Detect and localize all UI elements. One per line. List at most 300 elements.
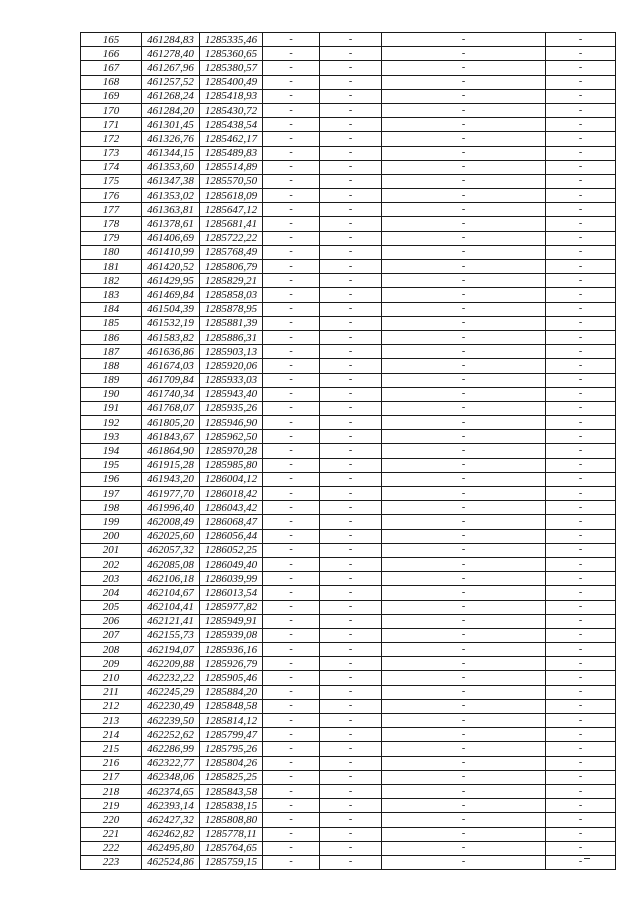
x-coordinate-cell: 462245,29 (142, 685, 200, 699)
empty-value-cell: - (320, 89, 382, 103)
y-coordinate-cell: 1285618,09 (200, 189, 263, 203)
empty-value-cell: - (263, 827, 320, 841)
table-row (81, 345, 616, 359)
x-coordinate-cell: 461583,82 (142, 330, 200, 344)
empty-value-cell: - (382, 657, 546, 671)
empty-value-cell: - (320, 728, 382, 742)
x-coordinate-cell: 461469,84 (142, 288, 200, 302)
empty-value-cell: - (320, 387, 382, 401)
table-row (81, 260, 616, 274)
empty-value-cell: - (546, 316, 616, 330)
y-coordinate-cell: 1285418,93 (200, 89, 263, 103)
y-coordinate-cell: 1285795,26 (200, 742, 263, 756)
point-number-cell: 216 (81, 756, 142, 770)
empty-value-cell: - (263, 274, 320, 288)
empty-value-cell: - (382, 288, 546, 302)
empty-value-cell: - (546, 628, 616, 642)
table-row (81, 515, 616, 529)
empty-value-cell: - (546, 543, 616, 557)
empty-value-cell: - (263, 288, 320, 302)
empty-value-cell: - (546, 416, 616, 430)
y-coordinate-cell: 1285778,11 (200, 827, 263, 841)
empty-value-cell: - (320, 174, 382, 188)
empty-value-cell: - (382, 146, 546, 160)
empty-value-cell: - (263, 359, 320, 373)
x-coordinate-cell: 462104,41 (142, 600, 200, 614)
table-row (81, 203, 616, 217)
point-number-cell: 212 (81, 699, 142, 713)
empty-value-cell: - (382, 160, 546, 174)
table-row (81, 330, 616, 344)
empty-value-cell: - (320, 245, 382, 259)
table-row (81, 118, 616, 132)
x-coordinate-cell: 461996,40 (142, 501, 200, 515)
empty-value-cell: - (263, 784, 320, 798)
empty-value-cell: - (382, 728, 546, 742)
empty-value-cell: - (382, 103, 546, 117)
x-coordinate-cell: 461977,70 (142, 487, 200, 501)
empty-value-cell: - (320, 316, 382, 330)
coordinates-table-body (81, 33, 616, 870)
y-coordinate-cell: 1285858,03 (200, 288, 263, 302)
empty-value-cell: - (546, 345, 616, 359)
y-coordinate-cell: 1285838,15 (200, 799, 263, 813)
empty-value-cell: - (320, 359, 382, 373)
y-coordinate-cell: 1285489,83 (200, 146, 263, 160)
empty-value-cell: - (546, 813, 616, 827)
table-row (81, 373, 616, 387)
table-row (81, 416, 616, 430)
empty-value-cell: - (382, 600, 546, 614)
empty-value-cell: - (320, 430, 382, 444)
table-row (81, 444, 616, 458)
empty-value-cell: - (263, 586, 320, 600)
empty-value-cell: - (382, 784, 546, 798)
empty-value-cell: - (320, 274, 382, 288)
empty-value-cell: - (320, 416, 382, 430)
empty-value-cell: - (546, 146, 616, 160)
empty-value-cell: - (263, 132, 320, 146)
x-coordinate-cell: 462057,32 (142, 543, 200, 557)
point-number-cell: 197 (81, 487, 142, 501)
point-number-cell: 182 (81, 274, 142, 288)
empty-value-cell: - (382, 387, 546, 401)
empty-value-cell: - (546, 855, 616, 869)
empty-value-cell: - (263, 118, 320, 132)
y-coordinate-cell: 1285878,95 (200, 302, 263, 316)
table-row (81, 288, 616, 302)
point-number-cell: 219 (81, 799, 142, 813)
table-row (81, 89, 616, 103)
x-coordinate-cell: 462230,49 (142, 699, 200, 713)
empty-value-cell: - (382, 260, 546, 274)
empty-value-cell: - (263, 245, 320, 259)
empty-value-cell: - (320, 586, 382, 600)
table-row (81, 302, 616, 316)
table-row (81, 472, 616, 486)
empty-value-cell: - (263, 401, 320, 415)
y-coordinate-cell: 1285647,12 (200, 203, 263, 217)
empty-value-cell: - (263, 430, 320, 444)
y-coordinate-cell: 1285759,15 (200, 855, 263, 869)
empty-value-cell: - (546, 245, 616, 259)
x-coordinate-cell: 461268,24 (142, 89, 200, 103)
empty-value-cell: - (546, 784, 616, 798)
empty-value-cell: - (320, 813, 382, 827)
point-number-cell: 199 (81, 515, 142, 529)
point-number-cell: 193 (81, 430, 142, 444)
x-coordinate-cell: 461378,61 (142, 217, 200, 231)
table-row (81, 742, 616, 756)
empty-value-cell: - (546, 373, 616, 387)
empty-value-cell: - (546, 657, 616, 671)
empty-value-cell: - (382, 47, 546, 61)
point-number-cell: 201 (81, 543, 142, 557)
empty-value-cell: - (263, 628, 320, 642)
empty-value-cell: - (320, 685, 382, 699)
empty-value-cell: - (263, 671, 320, 685)
y-coordinate-cell: 1285920,06 (200, 359, 263, 373)
empty-value-cell: - (320, 118, 382, 132)
empty-value-cell: - (382, 770, 546, 784)
empty-value-cell: - (382, 203, 546, 217)
empty-value-cell: - (546, 501, 616, 515)
empty-value-cell: - (320, 33, 382, 47)
y-coordinate-cell: 1285360,65 (200, 47, 263, 61)
empty-value-cell: - (546, 643, 616, 657)
empty-value-cell: - (263, 756, 320, 770)
point-number-cell: 179 (81, 231, 142, 245)
x-coordinate-cell: 462008,49 (142, 515, 200, 529)
point-number-cell: 170 (81, 103, 142, 117)
empty-value-cell: - (263, 61, 320, 75)
table-row (81, 770, 616, 784)
y-coordinate-cell: 1285829,21 (200, 274, 263, 288)
empty-value-cell: - (320, 103, 382, 117)
x-coordinate-cell: 462155,73 (142, 628, 200, 642)
empty-value-cell: - (546, 515, 616, 529)
table-row (81, 572, 616, 586)
x-coordinate-cell: 461344,15 (142, 146, 200, 160)
x-coordinate-cell: 462348,06 (142, 770, 200, 784)
empty-value-cell: - (320, 203, 382, 217)
table-row (81, 714, 616, 728)
point-number-cell: 217 (81, 770, 142, 784)
empty-value-cell: - (263, 472, 320, 486)
point-number-cell: 203 (81, 572, 142, 586)
empty-value-cell: - (382, 685, 546, 699)
empty-value-cell: - (263, 160, 320, 174)
empty-value-cell: - (546, 685, 616, 699)
y-coordinate-cell: 1285977,82 (200, 600, 263, 614)
table-row (81, 274, 616, 288)
empty-value-cell: - (320, 657, 382, 671)
y-coordinate-cell: 1285933,03 (200, 373, 263, 387)
y-coordinate-cell: 1285380,57 (200, 61, 263, 75)
empty-value-cell: - (263, 699, 320, 713)
empty-value-cell: - (382, 487, 546, 501)
point-number-cell: 183 (81, 288, 142, 302)
table-row (81, 543, 616, 557)
x-coordinate-cell: 462209,88 (142, 657, 200, 671)
empty-value-cell: - (546, 260, 616, 274)
y-coordinate-cell: 1285570,50 (200, 174, 263, 188)
point-number-cell: 186 (81, 330, 142, 344)
empty-value-cell: - (546, 160, 616, 174)
y-coordinate-cell: 1286004,12 (200, 472, 263, 486)
y-coordinate-cell: 1285799,47 (200, 728, 263, 742)
x-coordinate-cell: 461532,19 (142, 316, 200, 330)
point-number-cell: 189 (81, 373, 142, 387)
y-coordinate-cell: 1285985,80 (200, 458, 263, 472)
empty-value-cell: - (546, 614, 616, 628)
empty-value-cell: - (546, 458, 616, 472)
empty-value-cell: - (382, 359, 546, 373)
empty-value-cell: - (382, 572, 546, 586)
point-number-cell: 166 (81, 47, 142, 61)
empty-value-cell: - (263, 770, 320, 784)
point-number-cell: 174 (81, 160, 142, 174)
x-coordinate-cell: 461709,84 (142, 373, 200, 387)
table-row (81, 245, 616, 259)
table-row (81, 699, 616, 713)
empty-value-cell: - (546, 841, 616, 855)
empty-value-cell: - (263, 657, 320, 671)
point-number-cell: 180 (81, 245, 142, 259)
empty-value-cell: - (320, 345, 382, 359)
empty-value-cell: - (263, 572, 320, 586)
point-number-cell: 177 (81, 203, 142, 217)
empty-value-cell: - (382, 61, 546, 75)
empty-value-cell: - (320, 401, 382, 415)
x-coordinate-cell: 461429,95 (142, 274, 200, 288)
empty-value-cell: - (546, 103, 616, 117)
x-coordinate-cell: 461257,52 (142, 75, 200, 89)
table-row (81, 103, 616, 117)
point-number-cell: 194 (81, 444, 142, 458)
x-coordinate-cell: 461410,99 (142, 245, 200, 259)
empty-value-cell: - (382, 855, 546, 869)
empty-value-cell: - (320, 444, 382, 458)
empty-value-cell: - (320, 260, 382, 274)
empty-value-cell: - (546, 827, 616, 841)
x-coordinate-cell: 461284,83 (142, 33, 200, 47)
x-coordinate-cell: 461301,45 (142, 118, 200, 132)
empty-value-cell: - (546, 770, 616, 784)
empty-value-cell: - (263, 643, 320, 657)
point-number-cell: 178 (81, 217, 142, 231)
empty-value-cell: - (320, 330, 382, 344)
point-number-cell: 211 (81, 685, 142, 699)
coordinates-table (80, 32, 616, 870)
empty-value-cell: - (382, 827, 546, 841)
point-number-cell: 223 (81, 855, 142, 869)
empty-value-cell: - (546, 401, 616, 415)
empty-value-cell: - (382, 756, 546, 770)
empty-value-cell: - (382, 316, 546, 330)
empty-value-cell: - (263, 614, 320, 628)
y-coordinate-cell: 1285884,20 (200, 685, 263, 699)
table-row (81, 174, 616, 188)
table-row (81, 160, 616, 174)
empty-value-cell: - (382, 742, 546, 756)
x-coordinate-cell: 461278,40 (142, 47, 200, 61)
empty-value-cell: - (546, 600, 616, 614)
y-coordinate-cell: 1286039,99 (200, 572, 263, 586)
table-row (81, 47, 616, 61)
x-coordinate-cell: 461943,20 (142, 472, 200, 486)
table-row (81, 657, 616, 671)
empty-value-cell: - (546, 557, 616, 571)
empty-value-cell: - (263, 146, 320, 160)
empty-value-cell: - (382, 813, 546, 827)
point-number-cell: 205 (81, 600, 142, 614)
empty-value-cell: - (320, 600, 382, 614)
empty-value-cell: - (263, 302, 320, 316)
empty-value-cell: - (382, 501, 546, 515)
x-coordinate-cell: 461406,69 (142, 231, 200, 245)
table-row (81, 501, 616, 515)
empty-value-cell: - (263, 203, 320, 217)
empty-value-cell: - (546, 118, 616, 132)
point-number-cell: 206 (81, 614, 142, 628)
point-number-cell: 176 (81, 189, 142, 203)
x-coordinate-cell: 461326,76 (142, 132, 200, 146)
x-coordinate-cell: 461267,96 (142, 61, 200, 75)
empty-value-cell: - (263, 316, 320, 330)
point-number-cell: 172 (81, 132, 142, 146)
table-row (81, 813, 616, 827)
table-row (81, 799, 616, 813)
corner-mark (584, 858, 590, 859)
empty-value-cell: - (263, 217, 320, 231)
empty-value-cell: - (546, 359, 616, 373)
empty-value-cell: - (320, 373, 382, 387)
y-coordinate-cell: 1285943,40 (200, 387, 263, 401)
empty-value-cell: - (263, 515, 320, 529)
empty-value-cell: - (320, 770, 382, 784)
empty-value-cell: - (546, 487, 616, 501)
empty-value-cell: - (263, 373, 320, 387)
table-row (81, 146, 616, 160)
empty-value-cell: - (382, 89, 546, 103)
table-row (81, 827, 616, 841)
y-coordinate-cell: 1285814,12 (200, 714, 263, 728)
empty-value-cell: - (263, 600, 320, 614)
empty-value-cell: - (546, 75, 616, 89)
x-coordinate-cell: 461674,03 (142, 359, 200, 373)
point-number-cell: 221 (81, 827, 142, 841)
empty-value-cell: - (382, 330, 546, 344)
empty-value-cell: - (382, 529, 546, 543)
empty-value-cell: - (382, 416, 546, 430)
empty-value-cell: - (263, 103, 320, 117)
y-coordinate-cell: 1285722,22 (200, 231, 263, 245)
y-coordinate-cell: 1285936,16 (200, 643, 263, 657)
y-coordinate-cell: 1286018,42 (200, 487, 263, 501)
empty-value-cell: - (263, 841, 320, 855)
y-coordinate-cell: 1286049,40 (200, 557, 263, 571)
point-number-cell: 171 (81, 118, 142, 132)
point-number-cell: 195 (81, 458, 142, 472)
point-number-cell: 169 (81, 89, 142, 103)
empty-value-cell: - (263, 799, 320, 813)
point-number-cell: 173 (81, 146, 142, 160)
empty-value-cell: - (382, 274, 546, 288)
y-coordinate-cell: 1285825,25 (200, 770, 263, 784)
empty-value-cell: - (382, 586, 546, 600)
empty-value-cell: - (546, 572, 616, 586)
empty-value-cell: - (320, 472, 382, 486)
empty-value-cell: - (382, 118, 546, 132)
x-coordinate-cell: 462121,41 (142, 614, 200, 628)
x-coordinate-cell: 462194,07 (142, 643, 200, 657)
empty-value-cell: - (546, 203, 616, 217)
empty-value-cell: - (546, 288, 616, 302)
empty-value-cell: - (320, 61, 382, 75)
empty-value-cell: - (263, 189, 320, 203)
empty-value-cell: - (546, 799, 616, 813)
y-coordinate-cell: 1285808,80 (200, 813, 263, 827)
empty-value-cell: - (546, 33, 616, 47)
empty-value-cell: - (382, 472, 546, 486)
empty-value-cell: - (320, 302, 382, 316)
empty-value-cell: - (263, 458, 320, 472)
table-row (81, 600, 616, 614)
y-coordinate-cell: 1286013,54 (200, 586, 263, 600)
empty-value-cell: - (320, 572, 382, 586)
table-row (81, 784, 616, 798)
y-coordinate-cell: 1285804,26 (200, 756, 263, 770)
y-coordinate-cell: 1285970,28 (200, 444, 263, 458)
empty-value-cell: - (546, 714, 616, 728)
empty-value-cell: - (320, 288, 382, 302)
empty-value-cell: - (546, 756, 616, 770)
empty-value-cell: - (382, 557, 546, 571)
table-row (81, 557, 616, 571)
empty-value-cell: - (546, 742, 616, 756)
x-coordinate-cell: 461636,86 (142, 345, 200, 359)
empty-value-cell: - (382, 614, 546, 628)
y-coordinate-cell: 1285430,72 (200, 103, 263, 117)
x-coordinate-cell: 462393,14 (142, 799, 200, 813)
empty-value-cell: - (263, 231, 320, 245)
x-coordinate-cell: 461353,02 (142, 189, 200, 203)
empty-value-cell: - (546, 302, 616, 316)
empty-value-cell: - (263, 330, 320, 344)
x-coordinate-cell: 462025,60 (142, 529, 200, 543)
y-coordinate-cell: 1285514,89 (200, 160, 263, 174)
table-row (81, 387, 616, 401)
empty-value-cell: - (382, 132, 546, 146)
empty-value-cell: - (263, 75, 320, 89)
empty-value-cell: - (263, 33, 320, 47)
empty-value-cell: - (546, 671, 616, 685)
y-coordinate-cell: 1285438,54 (200, 118, 263, 132)
y-coordinate-cell: 1285881,39 (200, 316, 263, 330)
empty-value-cell: - (546, 699, 616, 713)
table-row (81, 359, 616, 373)
empty-value-cell: - (263, 543, 320, 557)
empty-value-cell: - (263, 89, 320, 103)
empty-value-cell: - (382, 543, 546, 557)
table-row (81, 614, 616, 628)
x-coordinate-cell: 462462,82 (142, 827, 200, 841)
point-number-cell: 220 (81, 813, 142, 827)
empty-value-cell: - (320, 841, 382, 855)
empty-value-cell: - (263, 260, 320, 274)
empty-value-cell: - (546, 430, 616, 444)
